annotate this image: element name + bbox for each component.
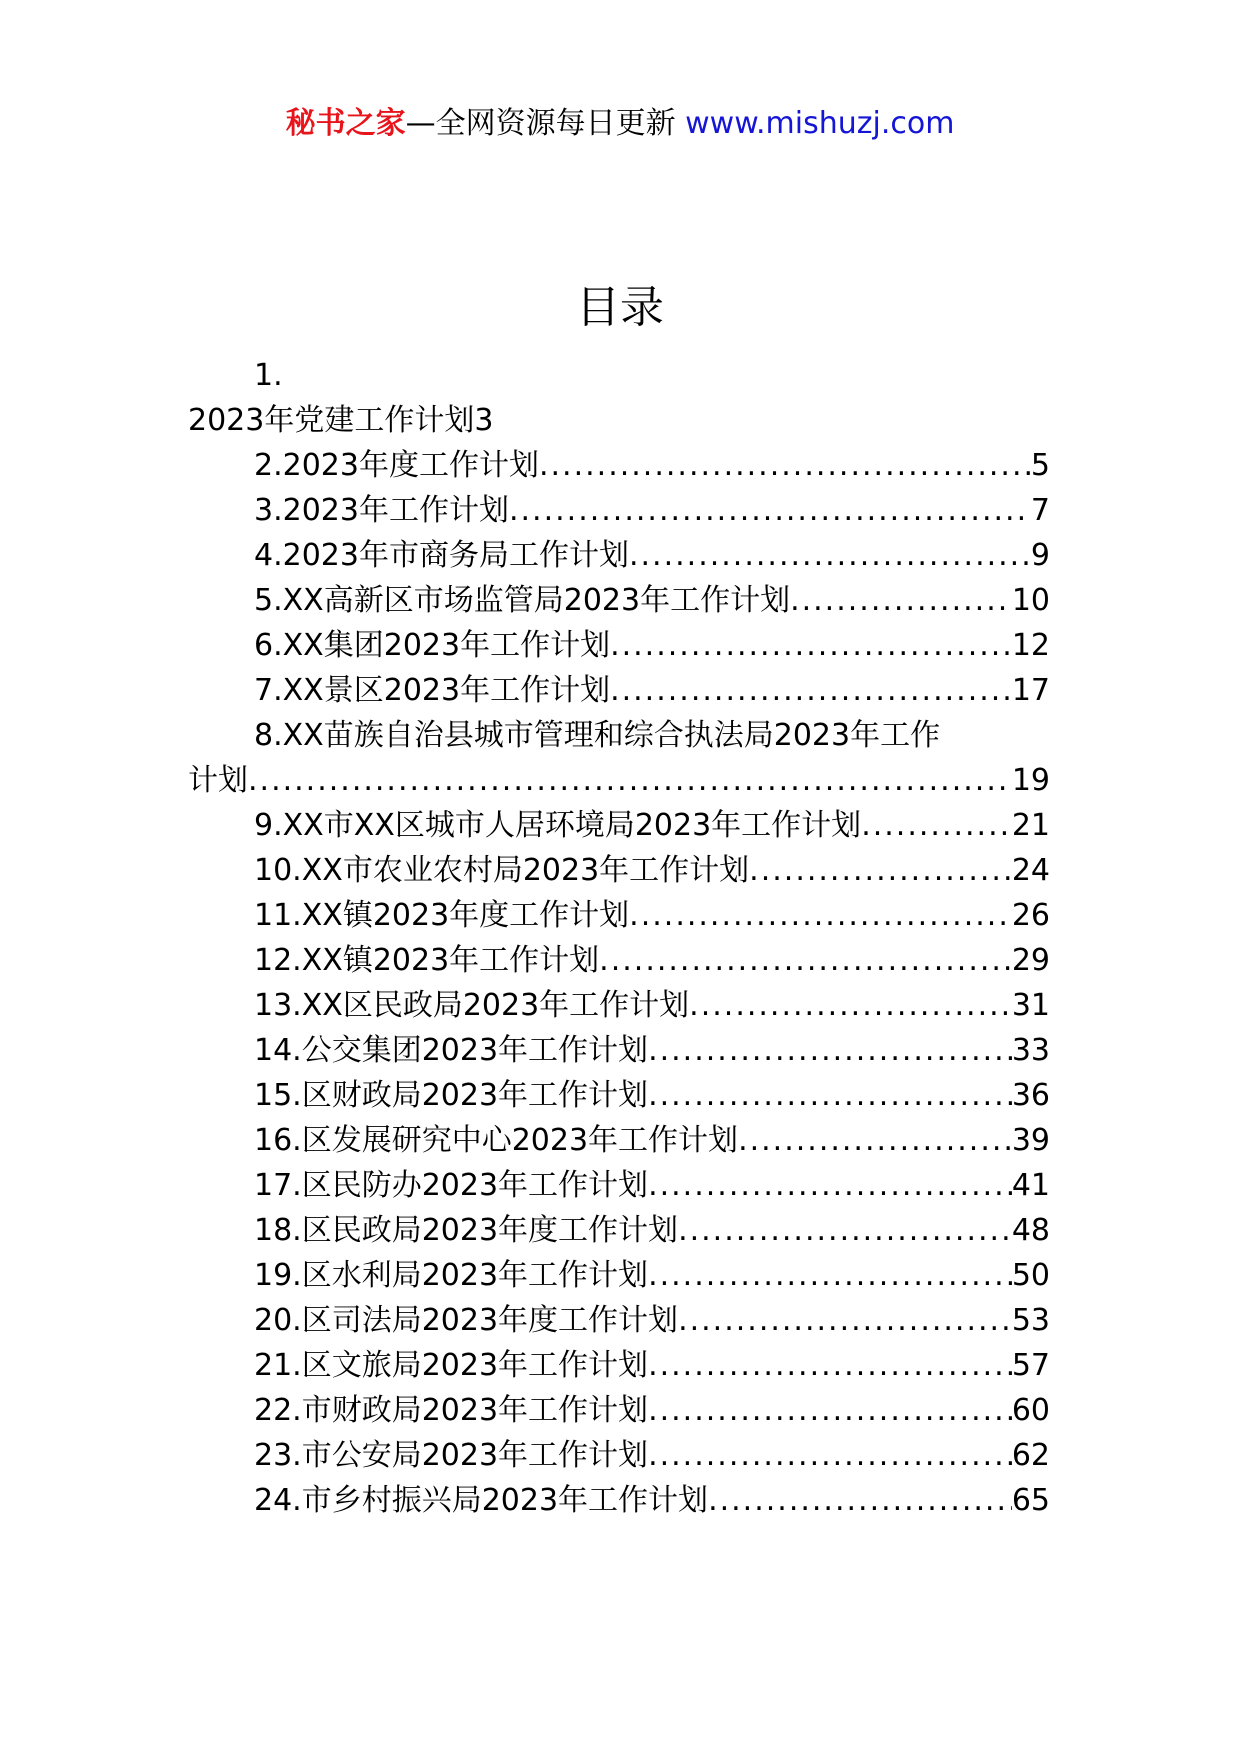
toc-title: 目录 — [576, 282, 664, 333]
toc-entry-label: 21.区文旅局2023年工作计划 — [254, 1348, 649, 1383]
toc-leader-dots — [648, 1343, 1012, 1388]
toc-entry[interactable] — [188, 533, 1050, 578]
toc-leader-dots — [629, 893, 1012, 938]
toc-entry[interactable] — [188, 1163, 1050, 1208]
toc-page-number: 62 — [1011, 1438, 1050, 1473]
site-url-link[interactable]: www.mishuzj.com — [685, 106, 955, 141]
toc-entry-label: 14.公交集团2023年工作计划 — [254, 1033, 649, 1068]
toc-page-number: 24 — [1011, 853, 1050, 888]
toc-page-number: 39 — [1011, 1123, 1050, 1158]
toc-page-number: 60 — [1011, 1393, 1050, 1428]
toc-entry[interactable] — [188, 1433, 1050, 1478]
toc-leader-dots — [248, 758, 1012, 803]
toc-entry-label: 18.区民政局2023年度工作计划 — [254, 1213, 679, 1248]
toc-leader-dots — [678, 1298, 1012, 1343]
toc-page-number: 17 — [1011, 673, 1050, 708]
toc-entry-label: 7.XX景区2023年工作计划 — [254, 673, 611, 708]
banner-tagline: —全网资源每日更新 — [405, 106, 676, 141]
toc-leader-dots — [509, 488, 1031, 533]
toc-leader-dots — [610, 668, 1012, 713]
toc-leader-dots — [749, 848, 1012, 893]
toc-entry-label: 13.XX区民政局2023年工作计划 — [254, 988, 690, 1023]
toc-item-1-number[interactable]: 1. — [254, 358, 283, 393]
toc-leader-dots — [689, 983, 1012, 1028]
toc-page-number: 10 — [1011, 583, 1050, 618]
toc-entry[interactable] — [188, 1343, 1050, 1388]
toc-entry[interactable] — [188, 1253, 1050, 1298]
toc-entry[interactable] — [188, 848, 1050, 893]
toc-entry-label: 24.市乡村振兴局2023年工作计划 — [254, 1483, 709, 1518]
toc-entry[interactable] — [188, 1388, 1050, 1433]
toc-entry[interactable] — [188, 1478, 1050, 1523]
toc-page-number: 41 — [1011, 1168, 1050, 1203]
toc-item-8-line2[interactable] — [188, 758, 1050, 803]
toc-leader-dots — [610, 623, 1012, 668]
toc-entry-label: 15.区财政局2023年工作计划 — [254, 1078, 649, 1113]
toc-page-number: 33 — [1011, 1033, 1050, 1068]
toc-entry-label: 6.XX集团2023年工作计划 — [254, 628, 611, 663]
site-banner — [0, 100, 1240, 148]
toc-entry[interactable] — [188, 1073, 1050, 1118]
toc-item-8-line1[interactable]: 8.XX苗族自治县城市管理和综合执法局2023年工作 — [254, 718, 941, 753]
toc-entry-label: 19.区水利局2023年工作计划 — [254, 1258, 649, 1293]
toc-leader-dots — [708, 1478, 1012, 1523]
table-of-contents — [188, 353, 1050, 1523]
toc-page-number: 48 — [1011, 1213, 1050, 1248]
toc-page-number: 9 — [1030, 538, 1050, 573]
toc-entry[interactable] — [188, 668, 1050, 713]
brand-name: 秘书之家 — [285, 106, 406, 141]
toc-leader-dots — [861, 803, 1012, 848]
toc-entry-label: 10.XX市农业农村局2023年工作计划 — [254, 853, 750, 888]
toc-entry-label: 16.区发展研究中心2023年工作计划 — [254, 1123, 739, 1158]
toc-entry[interactable] — [188, 1118, 1050, 1163]
toc-leader-dots — [648, 1163, 1012, 1208]
toc-entry-label: 4.2023年市商务局工作计划 — [254, 538, 629, 573]
toc-entry[interactable] — [188, 803, 1050, 848]
toc-leader-dots — [648, 1073, 1012, 1118]
toc-page-number: 26 — [1011, 898, 1050, 933]
toc-entry-label: 2.2023年度工作计划 — [254, 448, 539, 483]
toc-entry[interactable] — [188, 578, 1050, 623]
toc-leader-dots — [648, 1253, 1012, 1298]
toc-list-a — [188, 443, 1050, 713]
toc-leader-dots — [648, 1433, 1012, 1478]
toc-entry-label: 11.XX镇2023年度工作计划 — [254, 898, 630, 933]
toc-page-number: 65 — [1011, 1483, 1050, 1518]
toc-page-number: 7 — [1030, 493, 1050, 528]
toc-entry-label: 计划 — [188, 763, 248, 798]
toc-page-number: 50 — [1011, 1258, 1050, 1293]
toc-page-number: 21 — [1011, 808, 1050, 843]
toc-list-b — [188, 803, 1050, 1523]
toc-item-1-text[interactable]: 2023年党建工作计划3 — [188, 403, 494, 438]
toc-entry[interactable] — [188, 1298, 1050, 1343]
toc-page-number: 5 — [1030, 448, 1050, 483]
toc-entry-label: 20.区司法局2023年度工作计划 — [254, 1303, 679, 1338]
toc-page-number: 29 — [1011, 943, 1050, 978]
toc-leader-dots — [629, 533, 1031, 578]
toc-entry-label: 23.市公安局2023年工作计划 — [254, 1438, 649, 1473]
toc-leader-dots — [738, 1118, 1012, 1163]
toc-leader-dots — [678, 1208, 1012, 1253]
toc-entry[interactable] — [188, 1028, 1050, 1073]
toc-entry-label: 9.XX市XX区城市人居环境局2023年工作计划 — [254, 808, 862, 843]
toc-entry-label: 12.XX镇2023年工作计划 — [254, 943, 600, 978]
toc-entry[interactable] — [188, 893, 1050, 938]
toc-leader-dots — [648, 1028, 1012, 1073]
toc-page-number: 31 — [1011, 988, 1050, 1023]
toc-entry[interactable] — [188, 488, 1050, 533]
toc-leader-dots — [599, 938, 1012, 983]
toc-page-number: 12 — [1011, 628, 1050, 663]
toc-entry[interactable] — [188, 1208, 1050, 1253]
toc-entry[interactable] — [188, 443, 1050, 488]
toc-leader-dots — [648, 1388, 1012, 1433]
toc-leader-dots — [539, 443, 1031, 488]
toc-entry[interactable] — [188, 938, 1050, 983]
toc-entry[interactable] — [188, 983, 1050, 1028]
toc-entry-label: 17.区民防办2023年工作计划 — [254, 1168, 649, 1203]
toc-page-number: 57 — [1011, 1348, 1050, 1383]
toc-entry-label: 3.2023年工作计划 — [254, 493, 509, 528]
toc-page-number: 19 — [1011, 763, 1050, 798]
toc-entry-label: 22.市财政局2023年工作计划 — [254, 1393, 649, 1428]
toc-entry[interactable] — [188, 623, 1050, 668]
toc-page-number: 53 — [1011, 1303, 1050, 1338]
toc-leader-dots — [790, 578, 1012, 623]
toc-entry-label: 5.XX高新区市场监管局2023年工作计划 — [254, 583, 791, 618]
toc-page-number: 36 — [1011, 1078, 1050, 1113]
